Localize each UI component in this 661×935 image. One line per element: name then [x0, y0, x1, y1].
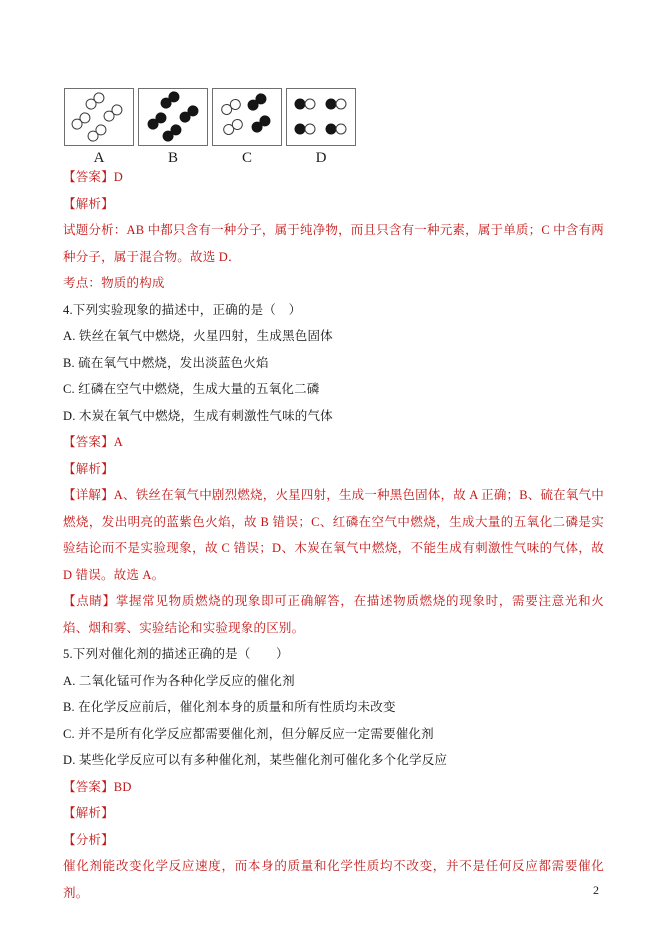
option-line: C. 红磷在空气中燃烧，生成大量的五氧化二磷	[63, 382, 320, 396]
option-line: C. 并不是所有化学反应都需要催化剂，但分解反应一定需要催化剂	[63, 726, 434, 741]
explanation-line: 【详解】A、铁丝在氧气中剧烈燃烧，火星四射，生成一种黑色固体，故 A 正确；B、硫在氧气中燃烧，发出明亮的蓝紫色火焰，故 B 错误；C、红磷在空气中燃烧，生成大量的五氧化二磷是实验结论而不是实验现象，故 C 错误；D、木炭在氧气中燃烧，不能生成有刺激性气味的气体，故 D 错误。故选 A。	[63, 488, 604, 582]
section-line: 【解析】	[63, 461, 114, 476]
keypoint-line: 考点：物质的构成	[63, 276, 165, 290]
analysis-line: 催化剂能改变化学反应速度，而本身的质量和化学性质均不改变，并不是任何反应都需要催化剂。	[63, 859, 604, 900]
molecule	[221, 117, 245, 137]
molecule	[158, 89, 181, 111]
diagram-option-D	[286, 88, 356, 167]
diagram-label: A	[93, 150, 105, 166]
molecule	[177, 103, 200, 125]
diagram-option-B	[138, 88, 208, 167]
diagram-label: C	[241, 150, 252, 166]
molecule	[102, 102, 125, 124]
white-atom-icon	[305, 99, 316, 110]
molecule-box	[286, 88, 356, 146]
molecule-box	[138, 88, 208, 146]
molecule	[85, 122, 108, 144]
diagram-option-C	[212, 88, 282, 167]
molecule	[295, 123, 316, 134]
section-line: 【解析】	[63, 806, 114, 820]
tip-line: 【点睛】掌握常见物质燃烧的现象即可正确解答，在描述物质燃烧的现象时，需要注意光和火焰、烟和雾、实验结论和实验现象的区别。	[63, 594, 604, 635]
option-line: D. 木炭在氧气中燃烧，生成有刺激性气味的气体	[63, 408, 333, 423]
white-atom-icon	[335, 123, 346, 134]
option-line: A. 二氧化锰可作为各种化学反应的催化剂	[63, 673, 295, 688]
option-line: D. 某些化学反应可以有多种催化剂，某些催化剂可催化多个化学反应	[63, 753, 448, 767]
answer-line: 【答案】A	[63, 435, 124, 449]
diagram-label: D	[315, 150, 327, 166]
white-atom-icon	[305, 123, 316, 134]
analysis-line: 试题分析：AB 中都只含有一种分子，属于纯净物，而且只含有一种元素，属于单质；C 中含有两种分子，属于混合物。故选 D．	[63, 223, 604, 264]
molecule-box	[212, 88, 282, 146]
document-text	[63, 164, 604, 906]
white-atom-icon	[335, 99, 346, 110]
section-line: 【分析】	[63, 832, 114, 847]
answer-line: 【答案】D	[63, 170, 124, 184]
section-line: 【解析】	[63, 196, 114, 211]
option-line: B. 硫在氧气中燃烧，发出淡蓝色火焰	[63, 355, 269, 370]
molecule	[325, 99, 346, 110]
molecule	[295, 99, 316, 110]
molecule	[69, 110, 92, 132]
molecular-diagram-figure	[64, 88, 356, 167]
page-number: 2	[593, 883, 599, 897]
molecule	[245, 92, 268, 114]
option-line: A. 铁丝在氧气中燃烧，火星四射，生成黑色固体	[63, 329, 333, 343]
molecule	[161, 122, 184, 144]
molecule	[325, 123, 346, 134]
option-line: B. 在化学反应前后，催化剂本身的质量和所有性质均未改变	[63, 700, 396, 714]
molecule	[219, 97, 243, 117]
molecule	[83, 91, 106, 113]
molecule	[145, 110, 168, 132]
diagram-option-A	[64, 88, 134, 167]
molecule-box	[64, 88, 134, 146]
diagram-label: B	[167, 150, 178, 166]
question-line: 4.下列实验现象的描述中，正确的是（ ）	[63, 302, 302, 317]
answer-line: 【答案】BD	[63, 779, 132, 794]
question-line: 5.下列对催化剂的描述正确的是（ ）	[63, 647, 289, 661]
molecule	[249, 113, 272, 135]
